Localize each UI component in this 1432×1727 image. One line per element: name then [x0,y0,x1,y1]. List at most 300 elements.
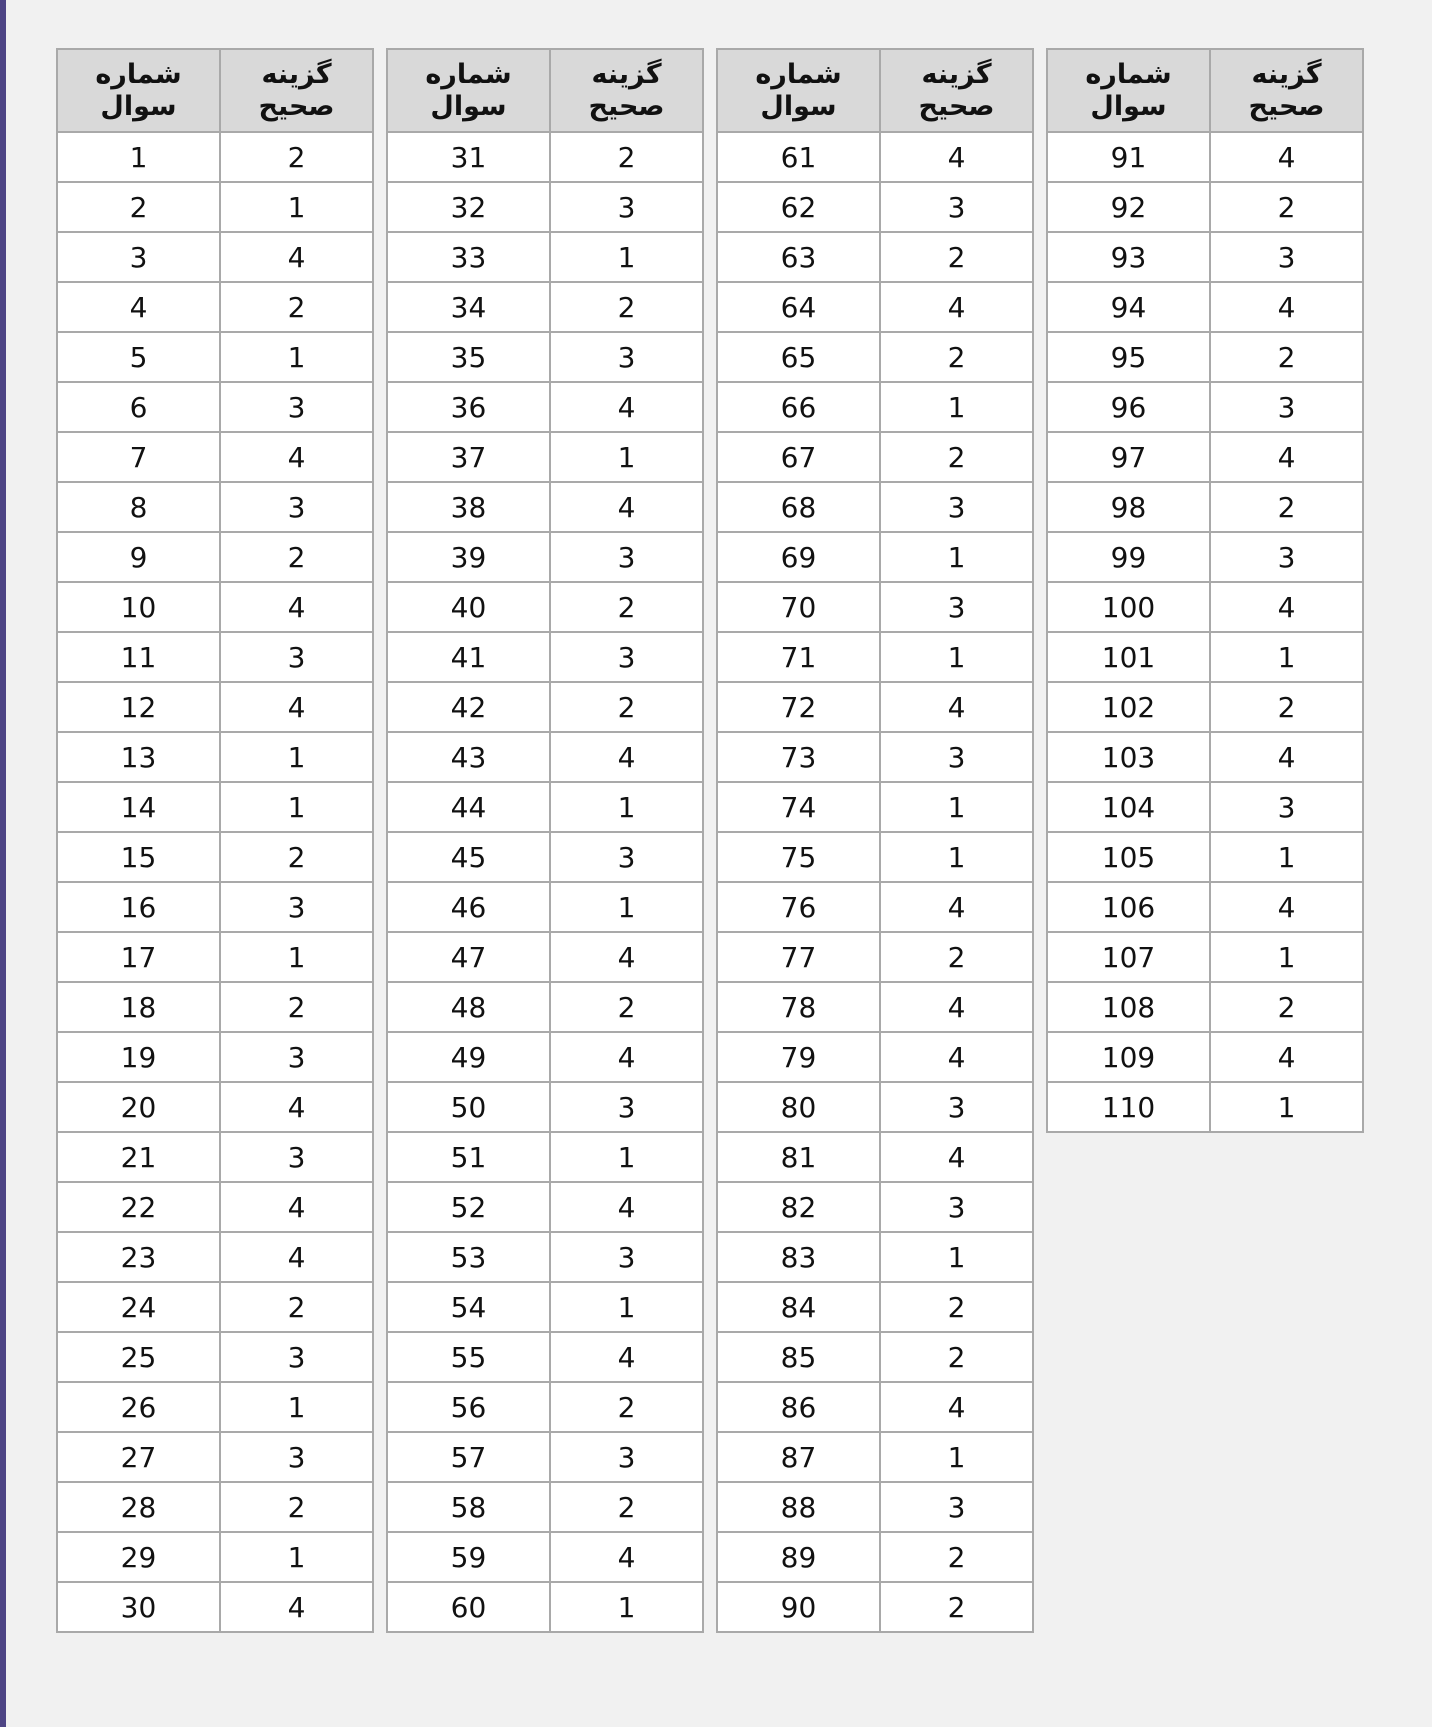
table-row [1047,632,1363,682]
question-number-cell: 47 [387,932,550,982]
correct-option-cell: 3 [1210,782,1363,832]
table-row [387,432,703,482]
question-number-cell: 100 [1047,582,1210,632]
correct-option-cell: 3 [220,482,373,532]
table-row [387,1232,703,1282]
correct-option-cell: 4 [220,432,373,482]
table-row [57,932,373,982]
correct-option-cell: 3 [880,182,1033,232]
table-row [387,682,703,732]
table-row [57,432,373,482]
question-number-cell: 55 [387,1332,550,1382]
correct-option-cell: 4 [220,1182,373,1232]
correct-option-cell: 2 [550,582,703,632]
correct-option-cell: 2 [220,832,373,882]
question-number-header: شماره سوال [57,49,220,132]
table-row [387,532,703,582]
correct-option-cell: 2 [880,1532,1033,1582]
correct-option-cell: 3 [1210,532,1363,582]
question-number-cell: 5 [57,332,220,382]
table-row [57,1232,373,1282]
table-row [57,1432,373,1482]
table-row [387,732,703,782]
table-row [57,1532,373,1582]
correct-option-cell: 4 [550,482,703,532]
question-number-cell: 10 [57,582,220,632]
question-number-cell: 49 [387,1032,550,1082]
question-number-cell: 79 [717,1032,880,1082]
question-number-cell: 87 [717,1432,880,1482]
correct-option-cell: 3 [550,332,703,382]
question-number-cell: 9 [57,532,220,582]
question-number-cell: 27 [57,1432,220,1482]
question-number-cell: 12 [57,682,220,732]
table-header-row [57,49,373,132]
table-row [57,1032,373,1082]
table-row [717,132,1033,182]
correct-option-cell: 2 [220,982,373,1032]
table-row [717,1432,1033,1482]
correct-option-cell: 1 [880,632,1033,682]
table-row [387,932,703,982]
correct-option-cell: 4 [550,1032,703,1082]
question-number-header: شماره سوال [717,49,880,132]
question-number-cell: 57 [387,1432,550,1482]
table-row [387,1032,703,1082]
correct-option-cell: 4 [1210,582,1363,632]
correct-option-cell: 3 [1210,382,1363,432]
table-row [717,782,1033,832]
table-row [57,182,373,232]
question-number-cell: 103 [1047,732,1210,782]
answer-table [716,48,1034,1633]
correct-option-cell: 4 [880,1382,1033,1432]
correct-option-cell: 3 [550,532,703,582]
table-row [717,582,1033,632]
correct-option-cell: 4 [220,1582,373,1632]
correct-option-cell: 3 [550,1082,703,1132]
question-number-cell: 76 [717,882,880,932]
table-row [717,1282,1033,1332]
table-row [1047,782,1363,832]
table-row [57,482,373,532]
question-number-cell: 28 [57,1482,220,1532]
table-row [717,632,1033,682]
question-number-cell: 72 [717,682,880,732]
table-row [1047,432,1363,482]
correct-option-cell: 2 [550,1382,703,1432]
question-number-cell: 75 [717,832,880,882]
table-row [1047,682,1363,732]
correct-option-cell: 4 [550,382,703,432]
question-number-cell: 68 [717,482,880,532]
table-row [387,1582,703,1632]
question-number-cell: 39 [387,532,550,582]
correct-option-cell: 2 [220,532,373,582]
correct-option-cell: 1 [1210,632,1363,682]
question-number-cell: 56 [387,1382,550,1432]
table-row [57,232,373,282]
question-number-cell: 69 [717,532,880,582]
question-number-cell: 48 [387,982,550,1032]
correct-option-cell: 1 [880,832,1033,882]
question-number-cell: 105 [1047,832,1210,882]
table-row [387,1332,703,1382]
table-row [717,932,1033,982]
question-number-cell: 8 [57,482,220,532]
question-number-cell: 43 [387,732,550,782]
table-row [717,432,1033,482]
question-number-cell: 4 [57,282,220,332]
table-row [57,732,373,782]
table-row [387,1182,703,1232]
table-row [387,1382,703,1432]
table-row [387,1432,703,1482]
correct-option-cell: 1 [880,382,1033,432]
table-row [57,982,373,1032]
correct-option-cell: 2 [880,332,1033,382]
correct-option-cell: 3 [220,1332,373,1382]
table-row [57,1282,373,1332]
correct-option-cell: 3 [220,382,373,432]
correct-option-cell: 2 [1210,982,1363,1032]
table-row [717,682,1033,732]
table-row [387,232,703,282]
question-number-cell: 14 [57,782,220,832]
correct-option-cell: 3 [880,1182,1033,1232]
question-number-cell: 38 [387,482,550,532]
correct-option-cell: 2 [550,132,703,182]
correct-option-cell: 2 [880,1582,1033,1632]
correct-option-cell: 2 [880,1282,1033,1332]
table-row [1047,732,1363,782]
correct-option-cell: 1 [220,782,373,832]
question-number-cell: 93 [1047,232,1210,282]
question-number-cell: 21 [57,1132,220,1182]
correct-option-cell: 2 [220,1282,373,1332]
table-row [717,882,1033,932]
question-number-cell: 26 [57,1382,220,1432]
table-row [1047,182,1363,232]
question-number-cell: 32 [387,182,550,232]
correct-option-cell: 1 [550,1282,703,1332]
correct-option-cell: 1 [1210,932,1363,982]
table-row [717,1482,1033,1532]
correct-option-cell: 2 [1210,182,1363,232]
table-row [717,732,1033,782]
correct-option-cell: 3 [880,1082,1033,1132]
question-number-cell: 86 [717,1382,880,1432]
correct-option-cell: 2 [550,982,703,1032]
correct-option-cell: 2 [1210,682,1363,732]
question-number-cell: 104 [1047,782,1210,832]
question-number-cell: 3 [57,232,220,282]
table-row [57,382,373,432]
question-number-cell: 20 [57,1082,220,1132]
table-row [387,1282,703,1332]
table-row [717,382,1033,432]
correct-option-cell: 3 [550,182,703,232]
table-row [387,1132,703,1182]
table-header-row [1047,49,1363,132]
table-row [717,232,1033,282]
question-number-cell: 98 [1047,482,1210,532]
question-number-cell: 53 [387,1232,550,1282]
table-row [1047,332,1363,382]
table-row [1047,882,1363,932]
correct-option-cell: 2 [220,132,373,182]
table-row [57,632,373,682]
table-row [387,132,703,182]
table-row [387,282,703,332]
table-row [717,482,1033,532]
question-number-cell: 31 [387,132,550,182]
table-row [57,1132,373,1182]
table-row [57,1482,373,1532]
correct-option-cell: 2 [1210,482,1363,532]
question-number-cell: 22 [57,1182,220,1232]
question-number-cell: 7 [57,432,220,482]
table-row [387,1482,703,1532]
correct-option-cell: 4 [220,682,373,732]
correct-option-cell: 4 [880,682,1033,732]
table-row [57,1182,373,1232]
correct-option-cell: 1 [880,1432,1033,1482]
question-number-cell: 96 [1047,382,1210,432]
table-row [387,382,703,432]
question-number-cell: 62 [717,182,880,232]
correct-option-cell: 1 [550,1132,703,1182]
correct-option-cell: 4 [220,1232,373,1282]
table-row [1047,282,1363,332]
correct-option-cell: 4 [550,1332,703,1382]
table-row [1047,582,1363,632]
question-number-cell: 90 [717,1582,880,1632]
answer-key-tables [56,48,1362,1708]
correct-option-cell: 1 [220,182,373,232]
question-number-cell: 102 [1047,682,1210,732]
question-number-cell: 30 [57,1582,220,1632]
correct-option-cell: 1 [550,232,703,282]
left-accent-bar [0,0,6,1727]
table-row [717,1182,1033,1232]
correct-option-cell: 4 [550,1532,703,1582]
table-row [57,132,373,182]
question-number-cell: 61 [717,132,880,182]
correct-option-cell: 4 [880,282,1033,332]
correct-option-cell: 2 [550,1482,703,1532]
question-number-cell: 18 [57,982,220,1032]
question-number-cell: 11 [57,632,220,682]
question-number-cell: 107 [1047,932,1210,982]
table-row [717,1532,1033,1582]
correct-option-cell: 2 [880,432,1033,482]
question-number-cell: 13 [57,732,220,782]
table-row [717,182,1033,232]
question-number-header: شماره سوال [1047,49,1210,132]
correct-option-cell: 4 [1210,732,1363,782]
correct-option-cell: 1 [1210,832,1363,882]
table-row [57,282,373,332]
question-number-cell: 66 [717,382,880,432]
correct-option-cell: 4 [550,732,703,782]
correct-option-cell: 3 [550,1232,703,1282]
question-number-cell: 60 [387,1582,550,1632]
correct-option-cell: 2 [550,282,703,332]
correct-option-cell: 4 [220,1082,373,1132]
table-row [387,582,703,632]
answer-table [386,48,704,1633]
question-number-cell: 2 [57,182,220,232]
table-row [717,1382,1033,1432]
table-row [387,482,703,532]
table-row [717,1082,1033,1132]
correct-option-cell: 4 [1210,132,1363,182]
table-row [387,182,703,232]
correct-option-cell: 3 [220,1032,373,1082]
question-number-cell: 84 [717,1282,880,1332]
question-number-cell: 109 [1047,1032,1210,1082]
correct-option-cell: 4 [880,1032,1033,1082]
table-row [717,1332,1033,1382]
question-number-cell: 106 [1047,882,1210,932]
table-row [387,882,703,932]
question-number-cell: 52 [387,1182,550,1232]
table-row [717,832,1033,882]
table-row [57,1382,373,1432]
correct-option-cell: 4 [1210,282,1363,332]
table-row [1047,382,1363,432]
table-row [57,1582,373,1632]
table-row [57,582,373,632]
correct-option-cell: 3 [550,632,703,682]
question-number-cell: 34 [387,282,550,332]
question-number-cell: 67 [717,432,880,482]
question-number-cell: 45 [387,832,550,882]
question-number-cell: 101 [1047,632,1210,682]
table-row [1047,832,1363,882]
table-row [57,332,373,382]
correct-option-cell: 1 [550,782,703,832]
question-number-cell: 74 [717,782,880,832]
question-number-cell: 80 [717,1082,880,1132]
question-number-cell: 40 [387,582,550,632]
question-number-cell: 42 [387,682,550,732]
question-number-cell: 16 [57,882,220,932]
correct-option-cell: 1 [550,882,703,932]
correct-option-cell: 4 [880,1132,1033,1182]
correct-option-cell: 4 [550,1182,703,1232]
question-number-cell: 58 [387,1482,550,1532]
question-number-cell: 50 [387,1082,550,1132]
table-row [1047,1032,1363,1082]
correct-option-cell: 1 [550,432,703,482]
correct-option-cell: 1 [220,932,373,982]
question-number-cell: 64 [717,282,880,332]
correct-option-cell: 2 [880,232,1033,282]
question-number-cell: 89 [717,1532,880,1582]
correct-option-cell: 4 [1210,882,1363,932]
correct-option-cell: 4 [1210,432,1363,482]
question-number-cell: 65 [717,332,880,382]
question-number-cell: 108 [1047,982,1210,1032]
question-number-cell: 88 [717,1482,880,1532]
table-row [717,1032,1033,1082]
answer-table [56,48,374,1633]
correct-option-cell: 2 [1210,332,1363,382]
question-number-cell: 35 [387,332,550,382]
table-row [717,532,1033,582]
table-row [387,332,703,382]
question-number-cell: 91 [1047,132,1210,182]
correct-option-cell: 4 [1210,1032,1363,1082]
correct-option-cell: 4 [880,982,1033,1032]
correct-option-cell: 1 [220,1532,373,1582]
correct-option-cell: 3 [1210,232,1363,282]
question-number-cell: 54 [387,1282,550,1332]
question-number-cell: 94 [1047,282,1210,332]
question-number-cell: 85 [717,1332,880,1382]
table-row [717,1232,1033,1282]
table-row [57,682,373,732]
correct-option-cell: 2 [880,932,1033,982]
correct-option-cell: 2 [880,1332,1033,1382]
table-row [1047,982,1363,1032]
question-number-cell: 24 [57,1282,220,1332]
correct-option-header: گزینه صحیح [880,49,1033,132]
question-number-cell: 37 [387,432,550,482]
table-row [1047,232,1363,282]
correct-option-cell: 3 [880,582,1033,632]
correct-option-cell: 4 [220,232,373,282]
question-number-cell: 44 [387,782,550,832]
question-number-cell: 33 [387,232,550,282]
correct-option-cell: 2 [550,682,703,732]
table-row [387,782,703,832]
question-number-cell: 41 [387,632,550,682]
table-row [387,832,703,882]
question-number-cell: 36 [387,382,550,432]
table-row [57,782,373,832]
answer-table [1046,48,1364,1133]
question-number-cell: 77 [717,932,880,982]
table-row [717,1582,1033,1632]
correct-option-cell: 1 [550,1582,703,1632]
correct-option-header: گزینه صحیح [550,49,703,132]
correct-option-cell: 1 [1210,1082,1363,1132]
question-number-cell: 71 [717,632,880,682]
table-row [57,1332,373,1382]
question-number-cell: 59 [387,1532,550,1582]
table-row [387,1532,703,1582]
table-row [387,632,703,682]
question-number-cell: 97 [1047,432,1210,482]
question-number-cell: 1 [57,132,220,182]
question-number-cell: 19 [57,1032,220,1082]
question-number-cell: 78 [717,982,880,1032]
correct-option-cell: 1 [880,782,1033,832]
question-number-header: شماره سوال [387,49,550,132]
correct-option-cell: 3 [880,732,1033,782]
table-row [717,982,1033,1032]
correct-option-cell: 3 [220,882,373,932]
table-row [57,532,373,582]
question-number-cell: 63 [717,232,880,282]
correct-option-cell: 3 [880,482,1033,532]
table-row [57,882,373,932]
correct-option-cell: 4 [220,582,373,632]
correct-option-cell: 3 [880,1482,1033,1532]
